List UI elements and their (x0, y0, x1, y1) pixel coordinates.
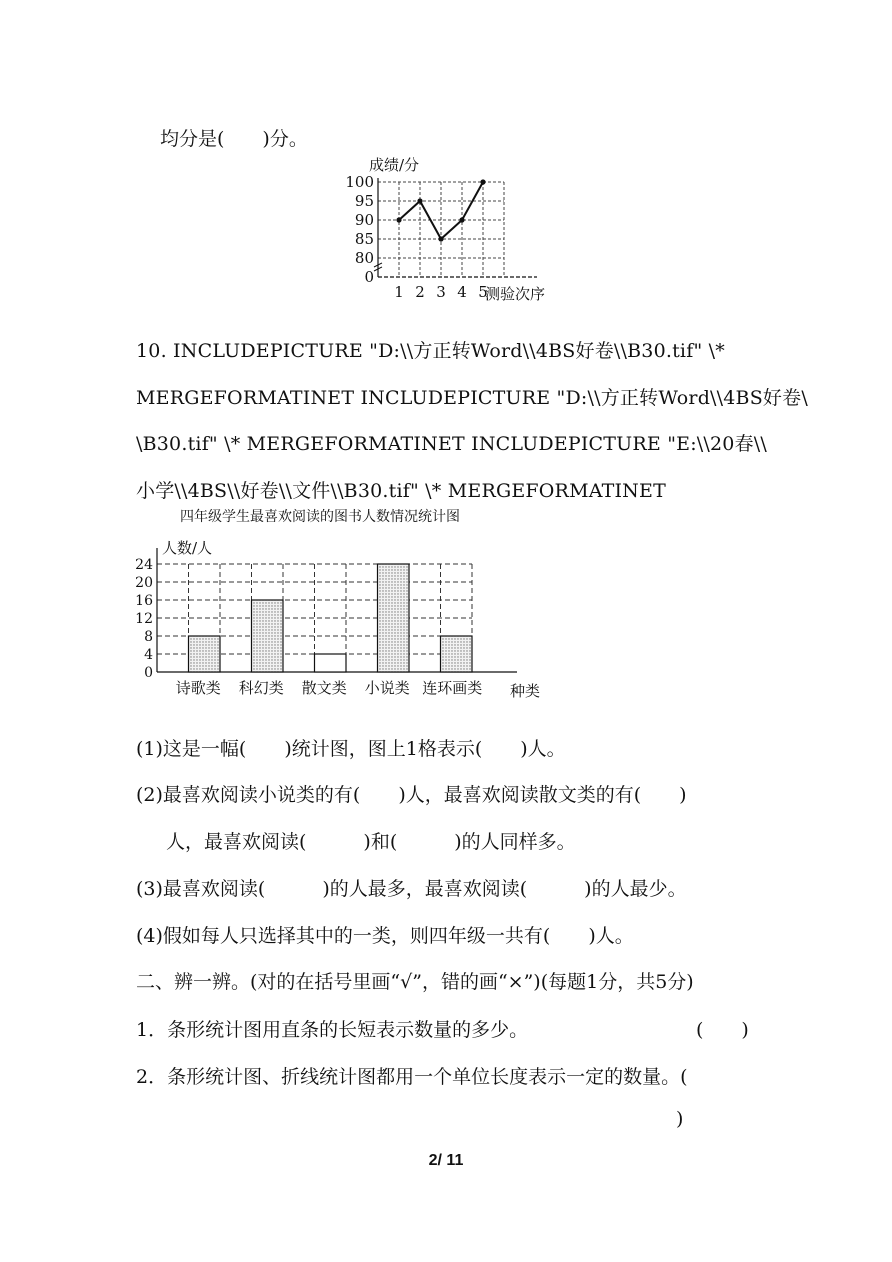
line-chart-point (459, 217, 464, 222)
bar-chart-ytick: 20 (135, 575, 153, 591)
section2-heading: 二、辨一辨。(对的在括号里画“√”，错的画“×”)(每题1分，共5分) (136, 971, 694, 993)
q10-line3: \B30.tif" \* MERGEFORMATINET INCLUDEPICTURE "E:\\20春\\ (136, 433, 767, 455)
q10-line1: 10. INCLUDEPICTURE "D:\\方正转Word\\4BS好卷\\B30.tif" \* (136, 340, 725, 362)
bar-chart-ytick: 24 (135, 557, 153, 573)
bar-chart-xtick: 散文类 (301, 679, 347, 697)
bar-chart-bar (441, 636, 473, 672)
line-chart-ytick: 100 (345, 173, 374, 191)
line-chart (340, 150, 570, 310)
line-chart-series (399, 182, 483, 239)
bar-chart-yticks (135, 557, 153, 681)
line-chart-point (417, 198, 422, 203)
bar-chart-xtick: 诗歌类 (175, 679, 221, 697)
bar-chart-ylabel: 人数/人 (162, 539, 213, 557)
bar-chart-ytick: 0 (144, 665, 153, 681)
bar-chart-ytick: 4 (144, 647, 153, 663)
question-3: (3)最喜欢阅读( )的人最多，最喜欢阅读( )的人最少。 (136, 878, 687, 900)
line-chart-xtick: 3 (436, 283, 446, 301)
line-chart-xtick: 4 (457, 283, 467, 301)
bar-chart (130, 500, 560, 705)
line-chart-xtick: 5 (478, 283, 488, 301)
bar-chart-bar (252, 600, 284, 672)
bar-chart-bar (315, 654, 347, 672)
line-chart-xlabel: 测验次序 (485, 285, 546, 303)
top-line: 均分是( )分。 (160, 128, 308, 150)
bar-chart-xtick: 连环画类 (422, 679, 483, 697)
section2-item1: 1．条形统计图用直条的长短表示数量的多少。 (136, 1019, 529, 1041)
line-chart-ytick: 90 (354, 211, 374, 229)
line-chart-point (480, 179, 485, 184)
bar-chart-xtick: 小说类 (364, 679, 410, 697)
line-chart-xticks (394, 283, 488, 301)
line-chart-ytick: 95 (354, 192, 374, 210)
question-2a: (2)最喜欢阅读小说类的有( )人，最喜欢阅读散文类的有( ) (136, 784, 687, 806)
line-chart-xtick: 1 (394, 283, 404, 301)
bar-chart-bar (189, 636, 221, 672)
question-1: (1)这是一幅( )统计图，图上1格表示( )人。 (136, 738, 566, 760)
bar-chart-ytick: 12 (135, 611, 153, 627)
q10-line2: MERGEFORMATINET INCLUDEPICTURE "D:\\方正转Word\\4BS好卷\ (136, 387, 808, 409)
line-chart-point (438, 236, 443, 241)
line-chart-yticks (345, 173, 374, 286)
page-number: 2/ 11 (428, 1152, 464, 1169)
line-chart-grid (374, 178, 537, 277)
section2-item1-paren: ( ) (696, 1019, 749, 1041)
section2-item2-close: ) (676, 1108, 684, 1130)
line-chart-ytick: 85 (354, 230, 374, 248)
line-chart-ytick: 80 (354, 249, 374, 267)
question-2b: 人，最喜欢阅读( )和( )的人同样多。 (166, 831, 576, 853)
bar-chart-xtick: 科幻类 (238, 679, 284, 697)
bar-chart-bar (378, 564, 410, 672)
q10-line4: 小学\\4BS\\好卷\\文件\\B30.tif" \* MERGEFORMATINET (136, 480, 666, 502)
bar-chart-xticks (176, 679, 483, 697)
bar-chart-ytick: 16 (135, 593, 153, 609)
section2-item2: 2．条形统计图、折线统计图都用一个单位长度表示一定的数量。( (136, 1066, 688, 1088)
line-chart-xtick: 2 (415, 283, 425, 301)
line-chart-ytick: 0 (364, 268, 374, 286)
line-chart-ylabel: 成绩/分 (369, 156, 420, 174)
question-4: (4)假如每人只选择其中的一类，则四年级一共有( )人。 (136, 925, 634, 947)
line-chart-point (396, 217, 401, 222)
bar-chart-title: 四年级学生最喜欢阅读的图书人数情况统计图 (180, 508, 460, 524)
bar-chart-ytick: 8 (144, 629, 153, 645)
bar-chart-xlabel: 种类 (510, 682, 541, 700)
